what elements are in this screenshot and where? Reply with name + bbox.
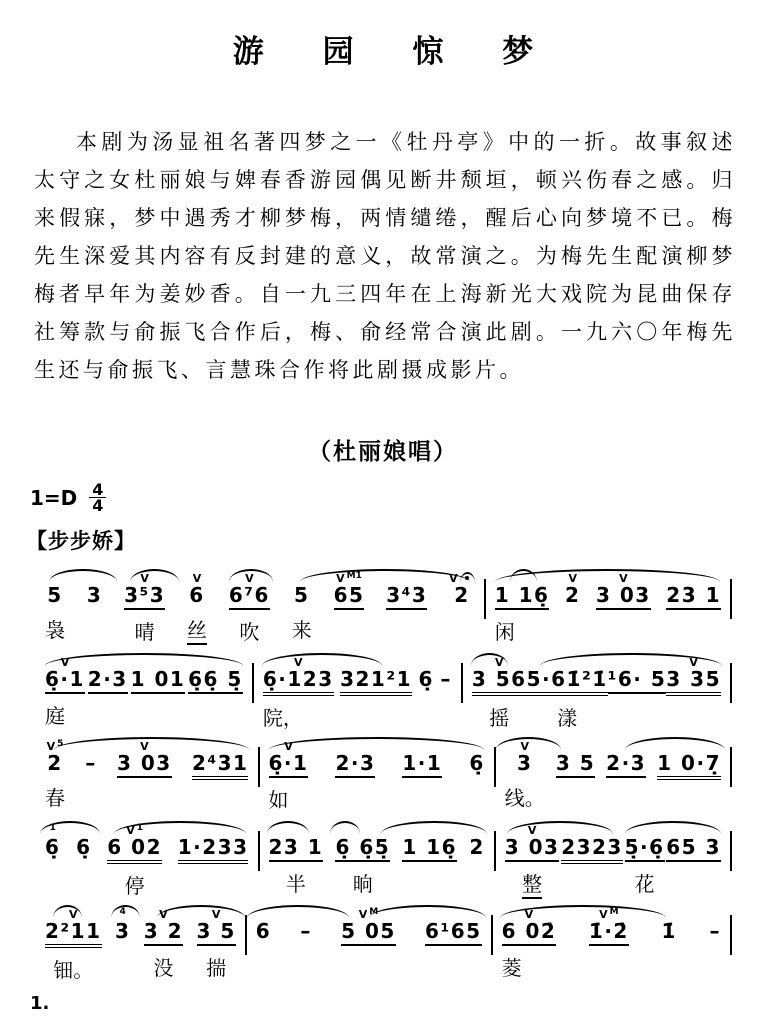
note-group <box>565 563 580 647</box>
note-text: 2²11 <box>45 920 102 948</box>
lyric-text <box>120 953 126 979</box>
score-measure <box>247 899 491 983</box>
score-system <box>36 647 732 731</box>
breath-mark-icon: V <box>520 740 529 753</box>
grace-ornament: 4 <box>119 907 126 917</box>
intro-paragraph: 本剧为汤显祖名著四梦之一《牡丹亭》中的一折。故事叙述太守之女杜丽娘与婢春香游园偶见断井颓垣，顿兴伤春之感。归来假寐，梦中遇秀才柳梦梅，两情缱绻，醒后心向梦境不已。梅先生深爱其内容有反封建的意义，故常演之。为梅先生配演柳梦梅者早年为姜妙香。自一九三四年在上海新光大戏院为昆曲保存社筹款与俞振飞合作后，梅、俞经常合演此剧。一九六〇年梅先生还与俞振飞、言慧珠合作将此剧摄成影片。 <box>34 130 736 382</box>
ornament-row <box>193 563 202 584</box>
ornament-row <box>525 899 534 920</box>
ornament-row <box>359 899 378 920</box>
ornament-row <box>159 899 168 920</box>
sheet-music-page <box>0 26 766 1014</box>
note-text: 6¹65 <box>425 920 482 946</box>
note-text: 3 35 <box>666 668 721 696</box>
score-measure <box>36 647 252 731</box>
note-group <box>300 899 312 983</box>
lyric-text <box>365 955 371 981</box>
grace-ornament: M <box>369 907 379 917</box>
lyric-text <box>634 703 640 729</box>
note-text: 5 <box>47 583 63 607</box>
lyric-text <box>570 617 576 643</box>
lyric-text <box>81 869 87 895</box>
note-group <box>661 899 676 983</box>
note-group <box>187 563 207 647</box>
note-group <box>88 647 128 731</box>
key-signature: 1=D <box>30 485 78 510</box>
note-group <box>469 815 484 899</box>
note-group <box>334 563 365 647</box>
lyric-text <box>620 619 626 645</box>
lyric-text: 丝 <box>187 617 207 645</box>
note-text: 3 03 <box>596 584 651 610</box>
ornament-row <box>568 563 577 584</box>
note-group <box>292 563 312 647</box>
note-group <box>709 899 721 983</box>
note-group <box>269 731 309 815</box>
ornament-row <box>69 899 78 920</box>
note-group <box>335 731 375 815</box>
note-group <box>335 815 390 899</box>
ornament-row <box>294 647 303 668</box>
note-text: 6⁷6 <box>229 584 270 610</box>
note-group <box>115 899 130 983</box>
note-text: 6̣ <box>45 835 61 859</box>
note-group <box>608 647 667 731</box>
note-text: 2·3 <box>335 752 375 778</box>
fermata-icon <box>460 572 475 583</box>
lyric-text <box>691 619 697 645</box>
breath-mark-icon: V <box>494 656 504 669</box>
note-group <box>263 647 334 731</box>
lyric-text: 院， <box>262 706 303 730</box>
lyric-text: 整 <box>522 871 542 899</box>
score-measure <box>260 731 494 815</box>
lyric-text <box>474 785 480 811</box>
note-text: ¹6· 5 <box>608 668 667 694</box>
score-system <box>36 815 732 899</box>
lyric-text: 揣 <box>206 956 227 980</box>
lyric-text <box>92 617 98 643</box>
note-group <box>666 563 721 647</box>
note-text: 3⁵3 <box>124 584 165 610</box>
ornament-row <box>599 899 618 920</box>
page-number: 1. <box>30 993 50 1014</box>
score-measure <box>36 563 484 647</box>
note-text: 1·233 <box>178 836 249 864</box>
lyric-text <box>572 787 578 813</box>
lyric-text: 菱 <box>501 956 522 980</box>
lyric-text <box>105 703 111 729</box>
note-group <box>495 563 550 647</box>
note-text: 3 <box>114 919 131 943</box>
note-group <box>341 899 396 983</box>
ornament-row <box>212 899 221 920</box>
score-measure <box>463 647 730 731</box>
score-measure <box>36 899 245 983</box>
note-group <box>561 815 623 899</box>
breath-mark-icon: V <box>60 656 70 669</box>
lyric-text <box>155 703 161 729</box>
note-group <box>124 563 165 647</box>
score-measure <box>254 647 461 731</box>
note-text: 3 03 <box>505 836 560 862</box>
note-text: 1 0·7̣ <box>657 752 721 780</box>
note-text: 3 <box>86 583 103 607</box>
ornament-row <box>520 731 529 752</box>
breath-mark-icon: V <box>524 908 534 921</box>
time-signature-bottom: 4 <box>92 496 104 515</box>
breath-mark-icon: V <box>336 572 345 585</box>
note-text: 6̣·123 <box>263 668 334 696</box>
note-text: 1 16̣ <box>495 584 550 610</box>
grace-ornament: M <box>609 907 619 917</box>
ornament-row <box>495 647 504 668</box>
breath-mark-icon: V <box>568 572 577 585</box>
breath-mark-icon: V <box>449 572 458 585</box>
lyric-text: 来 <box>291 618 312 642</box>
note-text: – <box>440 667 452 691</box>
ornament-row <box>47 731 64 752</box>
note-text: 6 <box>255 919 272 943</box>
note-text: 6 <box>189 583 205 607</box>
note-group <box>606 731 646 815</box>
note-group <box>178 815 249 899</box>
barline <box>730 915 732 955</box>
note-text: 3 <box>517 751 533 775</box>
note-text: 6̣ <box>418 667 434 691</box>
ornament-row <box>61 647 70 668</box>
note-group <box>666 647 721 731</box>
lyric-text <box>450 955 456 981</box>
ornament-row <box>689 647 698 668</box>
note-group <box>625 815 665 899</box>
lyric-text: 没 <box>153 956 174 980</box>
note-text: 2·3 <box>606 752 646 778</box>
score-measure <box>493 899 730 983</box>
note-group <box>418 647 433 731</box>
note-group <box>505 815 560 899</box>
score <box>36 563 732 983</box>
note-group <box>45 731 65 815</box>
breath-mark-icon: V <box>140 740 149 753</box>
note-text: 23 1 <box>269 836 324 862</box>
note-group <box>386 563 427 647</box>
note-text: 2⁴31 <box>192 752 249 780</box>
lyric-text: 半 <box>285 872 306 896</box>
note-group <box>440 647 452 731</box>
lyric-text: 线。 <box>504 786 545 810</box>
note-text: 6̣ <box>469 751 485 775</box>
note-text: 65 3 <box>666 836 721 862</box>
note-group <box>469 731 484 815</box>
note-group <box>657 731 721 815</box>
note-text: 5 <box>294 583 310 607</box>
breath-mark-icon: V <box>619 572 628 585</box>
note-text: 321²1 <box>340 668 412 696</box>
note-group <box>472 647 527 731</box>
lyric-text: 停 <box>124 874 145 898</box>
note-group <box>402 815 457 899</box>
lyric-text <box>217 789 223 815</box>
lyric-text <box>373 705 379 731</box>
slur-arc <box>300 569 470 585</box>
breath-mark-icon: V <box>358 908 368 921</box>
note-group <box>269 815 324 899</box>
page-title: 游 园 惊 梦 <box>232 34 558 70</box>
note-text: 3 03 <box>117 752 172 778</box>
lyric-text <box>691 871 697 897</box>
lyric-text <box>352 787 358 813</box>
note-group <box>502 899 557 983</box>
note-group <box>45 815 60 899</box>
lyric-text <box>88 785 94 811</box>
ornament-row <box>140 563 149 584</box>
note-group <box>229 563 270 647</box>
score-measure <box>486 563 730 647</box>
note-text: 5̣·6̣ <box>625 836 665 862</box>
note-group <box>188 647 243 731</box>
lyric-text <box>691 705 697 731</box>
lyric-text <box>423 701 429 727</box>
lyric-text <box>346 619 352 645</box>
note-text: 3 5 <box>197 920 236 946</box>
lyric-text: 摇 <box>489 706 510 730</box>
breath-mark-icon: V <box>126 824 135 837</box>
ornament-row <box>619 563 628 584</box>
lyric-text: 如 <box>268 788 289 812</box>
lyric-text <box>606 955 612 981</box>
note-group <box>117 731 172 815</box>
score-system <box>36 899 732 983</box>
ornament-row <box>126 815 143 836</box>
note-group <box>666 815 721 899</box>
note-group <box>85 731 97 815</box>
lyric-text <box>474 869 480 895</box>
note-text: 3 56 <box>472 668 527 696</box>
note-text: 6̣·1 <box>269 752 309 778</box>
barline <box>730 831 732 871</box>
ornament-row <box>284 731 293 752</box>
note-text: – <box>300 919 312 943</box>
note-text: 3 2 <box>144 920 183 946</box>
note-group <box>87 563 102 647</box>
score-system <box>36 731 732 815</box>
score-measure <box>36 815 258 899</box>
note-text: 5·61̇²1̇ <box>527 668 608 696</box>
breath-mark-icon: V <box>192 572 202 585</box>
note-group <box>425 899 482 983</box>
note-text: 6̣ <box>76 835 92 859</box>
breath-mark-icon: V <box>689 656 698 669</box>
breath-mark-icon: V <box>294 656 303 669</box>
note-group <box>589 899 629 983</box>
ornament-row <box>449 563 475 584</box>
lyric-text <box>404 619 410 645</box>
breath-mark-icon: V <box>211 908 221 921</box>
lyric-text: 袅 <box>45 618 65 642</box>
time-signature <box>89 482 106 513</box>
note-text: 1̇ <box>661 919 677 943</box>
note-text: 3⁴3 <box>386 584 427 610</box>
lyric-text: 闲 <box>494 620 515 644</box>
score-measure <box>496 731 730 815</box>
note-text: 2 <box>564 583 581 607</box>
ornament-row <box>245 563 254 584</box>
lyric-text: 庭 <box>45 704 65 728</box>
lyric-text <box>459 617 465 643</box>
lyric-text <box>666 953 672 979</box>
breath-mark-icon: V <box>46 740 56 753</box>
ornament-row <box>336 563 362 584</box>
note-group <box>107 815 162 899</box>
grace-ornament: 1 <box>136 823 144 833</box>
lyric-text: 花 <box>634 872 655 896</box>
lyric-text: 漾 <box>557 706 578 730</box>
note-text: 2 <box>469 835 485 859</box>
note-group <box>556 731 595 815</box>
singer-line: （杜丽娘唱） <box>308 438 458 465</box>
note-text: 5 05 <box>341 920 396 946</box>
ornament-row <box>528 815 537 836</box>
grace-ornament: 5 <box>57 739 64 749</box>
note-text: 2 <box>454 583 470 607</box>
ornament-row <box>50 815 56 836</box>
note-text: 1 16̣ <box>402 836 457 862</box>
note-group <box>45 647 85 731</box>
lyric-text <box>141 787 147 813</box>
barline <box>730 579 732 619</box>
note-text: 6 02 <box>107 836 162 864</box>
note-group <box>596 563 651 647</box>
breath-mark-icon: V <box>527 824 537 837</box>
note-text: 2323 <box>561 836 623 864</box>
score-measure <box>260 815 494 899</box>
note-group <box>45 563 65 647</box>
lyric-text: 春 <box>45 786 65 810</box>
note-text: – <box>85 751 97 775</box>
lyric-text: 晴 <box>134 620 155 644</box>
lyric-text: 吹 <box>239 620 260 644</box>
note-text: 65 <box>334 584 365 610</box>
note-text: 6̣·1 <box>45 668 85 694</box>
note-group <box>340 647 412 731</box>
breath-mark-icon: V <box>284 740 293 753</box>
note-text: 2·3 <box>88 668 128 694</box>
note-text: 1̇·2̇ <box>589 920 629 946</box>
note-group <box>256 899 271 983</box>
note-group <box>144 899 183 983</box>
lyric-text <box>303 953 309 979</box>
lyric-text <box>210 873 216 899</box>
note-text: 6̣ 6̣5̣ <box>335 836 390 862</box>
breath-mark-icon: V <box>159 908 168 921</box>
note-text: 3 5 <box>556 752 595 778</box>
score-measure <box>496 815 730 899</box>
lyric-text <box>686 789 692 815</box>
note-text: 6̣6̣ 5̣ <box>188 668 243 694</box>
qupai-label: 【步步娇】 <box>26 528 136 553</box>
lyric-text <box>261 953 267 979</box>
grace-ornament: M1 <box>346 571 362 581</box>
lyric-text: 钿。 <box>53 958 94 982</box>
note-text: 1·1 <box>402 752 442 778</box>
score-measure <box>36 731 258 815</box>
lyric-text <box>419 787 425 813</box>
lyric-text <box>623 787 629 813</box>
barline <box>730 663 732 703</box>
note-group <box>449 563 475 647</box>
ornament-row <box>120 899 126 920</box>
lyric-text <box>443 701 449 727</box>
lyric-text <box>50 869 56 895</box>
note-text: 6 02̇ <box>502 920 557 946</box>
breath-mark-icon: V <box>140 572 149 585</box>
note-group <box>131 647 186 731</box>
lyric-text <box>427 871 433 897</box>
note-text: 1 01 <box>131 668 186 694</box>
lyric-text <box>212 703 218 729</box>
breath-mark-icon: V <box>69 908 78 921</box>
note-group <box>402 731 442 815</box>
key-signature-row <box>30 482 766 513</box>
barline <box>730 747 732 787</box>
note-group <box>505 731 545 815</box>
lyric-text <box>589 873 595 899</box>
score-system <box>36 563 732 647</box>
breath-mark-icon: V <box>245 572 254 585</box>
note-group <box>527 647 608 731</box>
time-signature-top: 4 <box>89 482 106 498</box>
note-text: 23 1 <box>666 584 721 610</box>
note-text: – <box>709 919 721 943</box>
note-group <box>197 899 236 983</box>
note-group <box>76 815 91 899</box>
note-group <box>192 731 249 815</box>
note-text: 2 <box>47 751 63 775</box>
breath-mark-icon: V <box>599 908 608 921</box>
lyric-text: 晌 <box>352 872 373 896</box>
ornament-row <box>140 731 149 752</box>
grace-ornament: 1 <box>49 823 56 833</box>
lyric-text <box>712 953 718 979</box>
note-group <box>45 899 102 983</box>
